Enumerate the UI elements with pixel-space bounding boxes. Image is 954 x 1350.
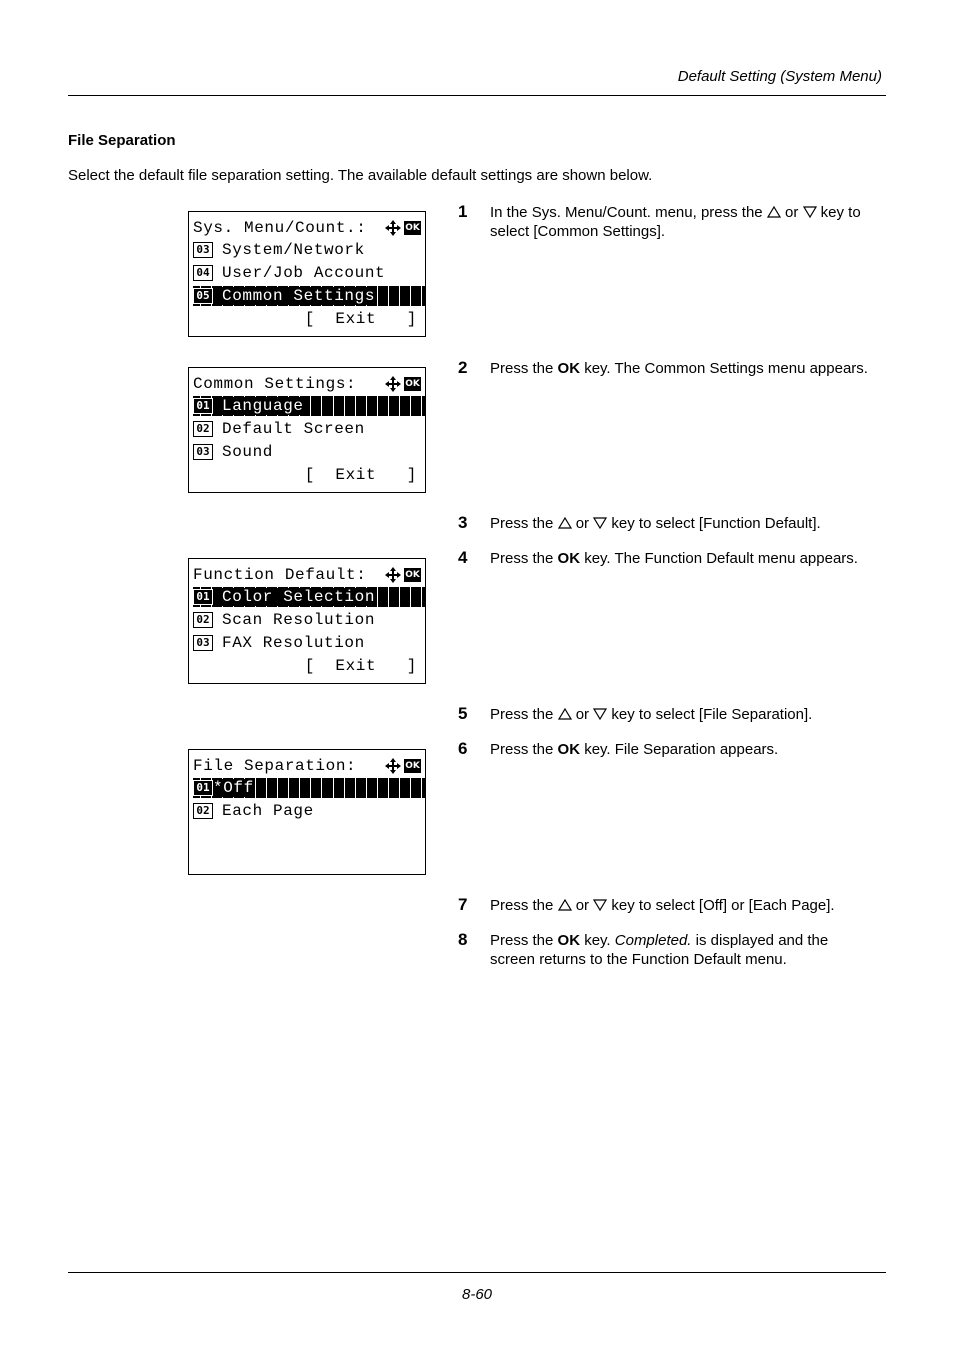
step-number: 1 bbox=[458, 202, 468, 221]
ok-key-icon: OK bbox=[405, 570, 420, 580]
nav-icons bbox=[384, 220, 421, 236]
up-triangle-icon bbox=[558, 517, 572, 529]
down-triangle-icon bbox=[593, 708, 607, 720]
nav-icons bbox=[384, 376, 421, 392]
step-number: 3 bbox=[458, 513, 468, 532]
lcd-screen-function-default bbox=[188, 558, 426, 684]
four-way-arrow-icon bbox=[384, 758, 402, 774]
item-number-badge: 01 bbox=[193, 780, 213, 796]
menu-item-selected: 01 *Off bbox=[193, 778, 425, 798]
step-number: 7 bbox=[458, 895, 468, 914]
footer-rule bbox=[68, 1272, 886, 1273]
screen-title: Common Settings: bbox=[193, 375, 357, 393]
step-text: Press the or key to select [Off] or [Each Page]. bbox=[490, 897, 835, 914]
step-number: 6 bbox=[458, 739, 468, 758]
four-way-arrow-icon bbox=[384, 567, 402, 583]
header-rule bbox=[68, 95, 886, 96]
step-text: Press the OK key. Completed. is displayed and the screen returns to the Function Default menu. bbox=[490, 932, 829, 968]
page-number: 8-60 bbox=[461, 1286, 493, 1303]
menu-item-selected: 01 Language bbox=[193, 396, 425, 416]
item-number-badge: 01 bbox=[193, 589, 213, 605]
ok-key-icon: OK bbox=[405, 223, 420, 233]
lcd-screen-file-separation bbox=[188, 749, 426, 875]
screen-title: Function Default: bbox=[193, 566, 367, 584]
down-triangle-icon bbox=[593, 899, 607, 911]
exit-softkey: [ Exit ] bbox=[304, 657, 417, 675]
item-number-badge: 01 bbox=[193, 398, 213, 414]
page-header-title: Default Setting (System Menu) bbox=[677, 68, 882, 85]
step-text: Press the OK key. The Common Settings menu appears. bbox=[490, 360, 868, 377]
item-number-badge: 03 bbox=[193, 635, 213, 651]
step-number: 5 bbox=[458, 704, 468, 723]
step-text: In the Sys. Menu/Count. menu, press the or key to select [Common Settings]. bbox=[490, 204, 861, 240]
item-number-badge: 02 bbox=[193, 421, 213, 437]
item-number-badge: 03 bbox=[193, 444, 213, 460]
menu-item-selected: 01 Color Selection bbox=[193, 587, 425, 607]
nav-icons bbox=[384, 567, 421, 583]
item-number-badge: 04 bbox=[193, 265, 213, 281]
menu-item: 02 Scan Resolution bbox=[193, 610, 425, 630]
step-number: 8 bbox=[458, 930, 468, 949]
menu-item: 02 Default Screen bbox=[193, 419, 425, 439]
exit-softkey: [ Exit ] bbox=[304, 310, 417, 328]
step-text: Press the OK key. File Separation appears. bbox=[490, 741, 779, 758]
menu-item: 03 Sound bbox=[193, 442, 425, 462]
four-way-arrow-icon bbox=[384, 376, 402, 392]
menu-item: 03 System/Network bbox=[193, 240, 425, 260]
item-number-badge: 03 bbox=[193, 242, 213, 258]
step-text: Press the OK key. The Function Default menu appears. bbox=[490, 550, 858, 567]
menu-item: 03 FAX Resolution bbox=[193, 633, 425, 653]
step-text: Press the or key to select [File Separation]. bbox=[490, 706, 813, 723]
four-way-arrow-icon bbox=[384, 220, 402, 236]
up-triangle-icon bbox=[767, 206, 781, 218]
section-intro: Select the default file separation setting. The available default settings are shown below. bbox=[68, 167, 653, 184]
nav-icons bbox=[384, 758, 421, 774]
menu-item: 02 Each Page bbox=[193, 801, 425, 821]
exit-softkey: [ Exit ] bbox=[304, 466, 417, 484]
ok-key-icon: OK bbox=[405, 379, 420, 389]
menu-item-selected: 05 Common Settings bbox=[193, 286, 425, 306]
down-triangle-icon bbox=[803, 206, 817, 218]
lcd-screen-common-settings bbox=[188, 367, 426, 493]
up-triangle-icon bbox=[558, 899, 572, 911]
screen-title: Sys. Menu/Count.: bbox=[193, 219, 367, 237]
screen-title: File Separation: bbox=[193, 757, 357, 775]
menu-item: 04 User/Job Account bbox=[193, 263, 425, 283]
section-title: File Separation bbox=[68, 132, 176, 149]
item-number-badge: 02 bbox=[193, 803, 213, 819]
step-text: Press the or key to select [Function Default]. bbox=[490, 515, 821, 532]
up-triangle-icon bbox=[558, 708, 572, 720]
step-number: 2 bbox=[458, 358, 468, 377]
ok-key-icon: OK bbox=[405, 761, 420, 771]
item-number-badge: 02 bbox=[193, 612, 213, 628]
step-number: 4 bbox=[458, 548, 468, 567]
lcd-screen-sys-menu bbox=[188, 211, 426, 337]
down-triangle-icon bbox=[593, 517, 607, 529]
item-number-badge: 05 bbox=[193, 288, 213, 304]
